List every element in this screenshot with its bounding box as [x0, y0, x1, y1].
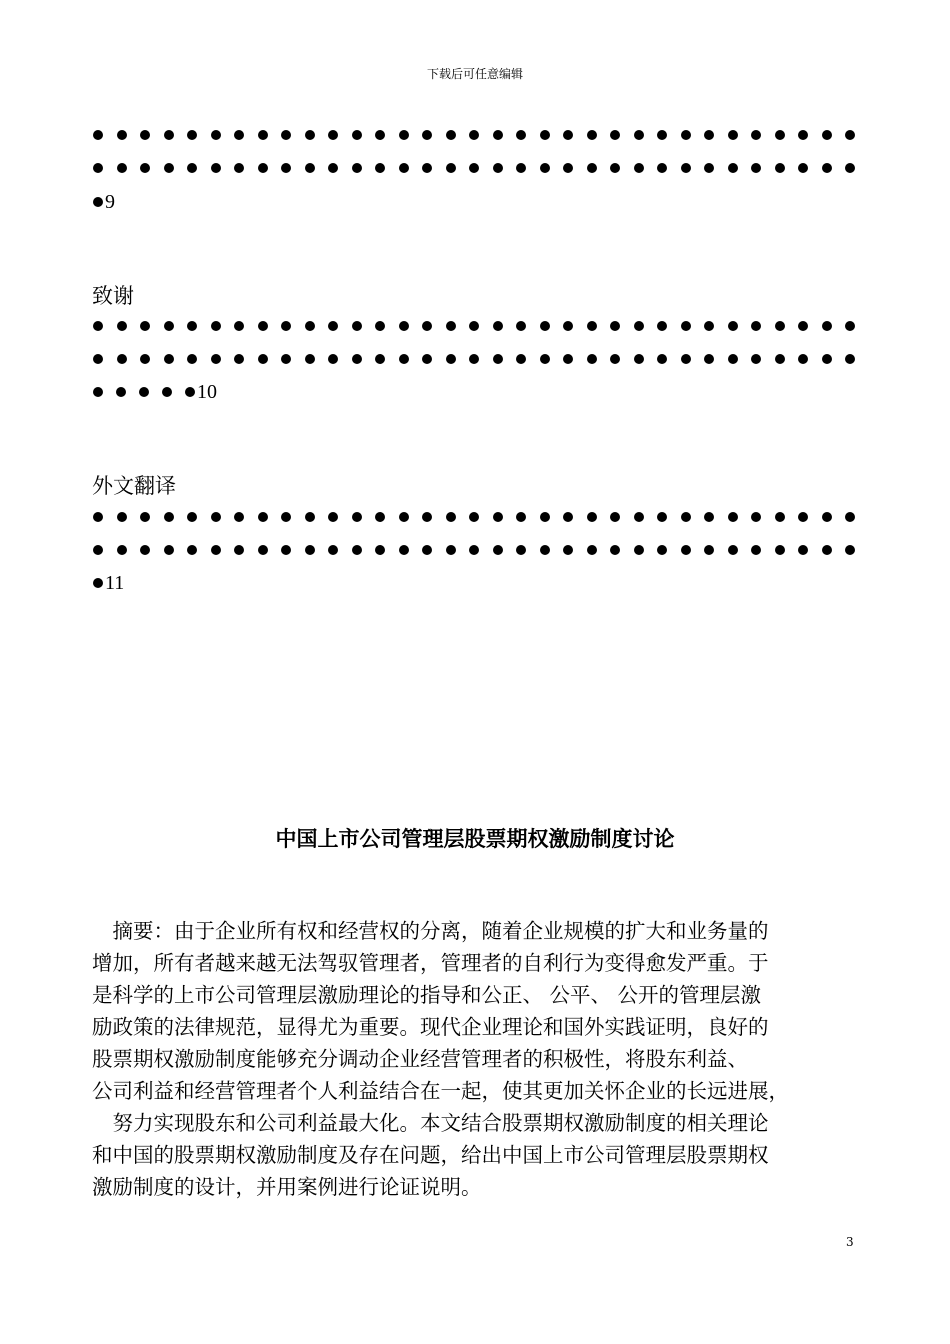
leader-dot [140, 163, 150, 173]
leader-dot [93, 545, 103, 555]
leader-dot [493, 163, 503, 173]
leader-dot [211, 512, 221, 522]
leader-dot [587, 512, 597, 522]
abstract-line: 增加，所有者越来越无法驾驭管理者，管理者的自利行为变得愈发严重。于 [92, 951, 769, 975]
page-header: 下载后可任意编辑 [426, 67, 523, 81]
leader-dot [516, 545, 526, 555]
leader-dot [728, 130, 738, 140]
leader-dot [681, 321, 691, 331]
leader-dot [116, 387, 126, 397]
leader-dot [728, 163, 738, 173]
toc-heading: 外文翻译 [92, 474, 176, 498]
leader-dot [352, 354, 362, 364]
leader-dot [540, 163, 550, 173]
toc-leader-tail [93, 571, 855, 595]
leader-dot [211, 130, 221, 140]
leader-dot [587, 321, 597, 331]
leader-dot [775, 545, 785, 555]
leader-dot [187, 321, 197, 331]
leader-dot [164, 163, 174, 173]
leader-dot [634, 545, 644, 555]
leader-dot [704, 163, 714, 173]
leader-dot [681, 163, 691, 173]
leader-dot [728, 545, 738, 555]
leader-dot [93, 387, 103, 397]
leader-dot [399, 354, 409, 364]
leader-dot [775, 512, 785, 522]
abstract-line: 激励制度的设计，并用案例进行论证说明。 [92, 1175, 482, 1199]
leader-dot [446, 163, 456, 173]
leader-dot [516, 354, 526, 364]
leader-dot [258, 545, 268, 555]
leader-dot [352, 321, 362, 331]
leader-dot [328, 321, 338, 331]
leader-dot [140, 130, 150, 140]
leader-dot [446, 512, 456, 522]
leader-dot [704, 321, 714, 331]
leader-dot [305, 512, 315, 522]
leader-dot [845, 163, 855, 173]
leader-dot [469, 354, 479, 364]
leader-dot [187, 163, 197, 173]
page-number: 3 [846, 1235, 854, 1249]
leader-dot [540, 545, 550, 555]
leader-dot [211, 354, 221, 364]
leader-dot [563, 163, 573, 173]
leader-dot [281, 512, 291, 522]
leader-dot [516, 512, 526, 522]
leader-dot [140, 321, 150, 331]
leader-dot [469, 545, 479, 555]
leader-dot [540, 354, 550, 364]
leader-dot [587, 354, 597, 364]
leader-dot [563, 321, 573, 331]
leader-dot [798, 321, 808, 331]
leader-dot [258, 163, 268, 173]
leader-dot [775, 163, 785, 173]
leader-dot [728, 512, 738, 522]
leader-dot [822, 512, 832, 522]
leader-dot [681, 130, 691, 140]
leader-dot [446, 545, 456, 555]
leader-dot [234, 354, 244, 364]
leader-dot [587, 545, 597, 555]
leader-dot [164, 545, 174, 555]
leader-dot [845, 512, 855, 522]
leader-dot [798, 545, 808, 555]
leader-dot [610, 545, 620, 555]
leader-dot [704, 130, 714, 140]
leader-dot [375, 512, 385, 522]
leader-dot [328, 130, 338, 140]
leader-dot [845, 354, 855, 364]
leader-dot [845, 130, 855, 140]
leader-dot [610, 130, 620, 140]
leader-dot [117, 354, 127, 364]
leader-dot [281, 354, 291, 364]
leader-dot [493, 321, 503, 331]
leader-dot [258, 354, 268, 364]
leader-dot [281, 163, 291, 173]
leader-dot [117, 163, 127, 173]
leader-dot [352, 545, 362, 555]
leader-dot [162, 387, 172, 397]
toc-page-number: 11 [105, 572, 125, 594]
leader-dot [187, 545, 197, 555]
leader-dot [422, 545, 432, 555]
leader-dot [563, 130, 573, 140]
leader-dot [446, 130, 456, 140]
leader-dot [375, 354, 385, 364]
leader-dot [681, 545, 691, 555]
leader-dot [446, 354, 456, 364]
leader-dot [516, 163, 526, 173]
leader-dot [422, 130, 432, 140]
leader-dot [328, 545, 338, 555]
leader-dot [657, 163, 667, 173]
leader-dot [187, 354, 197, 364]
leader-dot [540, 130, 550, 140]
leader-dot [657, 545, 667, 555]
leader-dot [117, 130, 127, 140]
leader-dot [187, 512, 197, 522]
leader-dot [375, 545, 385, 555]
leader-dot [469, 130, 479, 140]
leader-dot [258, 130, 268, 140]
toc-leader-row [93, 505, 855, 529]
leader-dot [775, 321, 785, 331]
leader-dot [117, 545, 127, 555]
leader-dot [399, 321, 409, 331]
leader-dot [234, 512, 244, 522]
leader-dot [305, 321, 315, 331]
leader-dot [845, 545, 855, 555]
leader-dot [234, 130, 244, 140]
leader-dot [93, 321, 103, 331]
leader-dot [185, 387, 195, 397]
toc-heading: 致谢 [92, 284, 134, 308]
leader-dot [139, 387, 149, 397]
leader-dot [587, 163, 597, 173]
leader-dot [775, 130, 785, 140]
leader-dot [493, 130, 503, 140]
leader-dot [681, 354, 691, 364]
toc-page-number: 9 [105, 191, 115, 213]
leader-dot [728, 354, 738, 364]
toc-leader-row [93, 156, 855, 180]
leader-dot [422, 163, 432, 173]
leader-dot [751, 163, 761, 173]
leader-dot [422, 512, 432, 522]
abstract-line: 是科学的上市公司管理层激励理论的指导和公正、 公平、 公开的管理层激 [92, 983, 762, 1007]
toc-leader-row [93, 314, 855, 338]
abstract-line: 公司利益和经营管理者个人利益结合在一起，使其更加关怀企业的长远进展， [92, 1079, 789, 1103]
leader-dot [375, 163, 385, 173]
leader-dot [93, 197, 103, 207]
abstract-line: 股票期权激励制度能够充分调动企业经营管理者的积极性，将股东利益、 [92, 1047, 748, 1071]
leader-dot [493, 512, 503, 522]
leader-dot [563, 545, 573, 555]
leader-dot [540, 321, 550, 331]
leader-dot [845, 321, 855, 331]
leader-dot [704, 354, 714, 364]
toc-leader-tail [93, 190, 855, 214]
toc-leader-tail [93, 380, 855, 404]
leader-dot [93, 578, 103, 588]
leader-dot [563, 354, 573, 364]
leader-dot [587, 130, 597, 140]
leader-dot [305, 354, 315, 364]
leader-dot [422, 321, 432, 331]
leader-dot [211, 321, 221, 331]
leader-dot [352, 512, 362, 522]
leader-dot [328, 512, 338, 522]
leader-dot [211, 545, 221, 555]
leader-dot [657, 512, 667, 522]
leader-dot [728, 321, 738, 331]
leader-dot [352, 163, 362, 173]
leader-dot [751, 130, 761, 140]
leader-dot [281, 321, 291, 331]
leader-dot [822, 163, 832, 173]
abstract-line: 和中国的股票期权激励制度及存在问题，给出中国上市公司管理层股票期权 [92, 1143, 769, 1167]
leader-dot [657, 130, 667, 140]
leader-dot [140, 545, 150, 555]
leader-dot [610, 163, 620, 173]
leader-dot [751, 354, 761, 364]
leader-dot [704, 512, 714, 522]
leader-dot [234, 545, 244, 555]
leader-dot [610, 321, 620, 331]
leader-dot [399, 545, 409, 555]
leader-dot [399, 163, 409, 173]
leader-dot [140, 354, 150, 364]
leader-dot [610, 354, 620, 364]
leader-dot [704, 545, 714, 555]
leader-dot [493, 354, 503, 364]
leader-dot [634, 512, 644, 522]
leader-dot [305, 130, 315, 140]
leader-dot [422, 354, 432, 364]
leader-dot [281, 130, 291, 140]
leader-dot [187, 130, 197, 140]
leader-dot [751, 512, 761, 522]
leader-dot [305, 545, 315, 555]
leader-dot [164, 512, 174, 522]
leader-dot [751, 545, 761, 555]
leader-dot [328, 163, 338, 173]
leader-dot [657, 321, 667, 331]
leader-dot [93, 130, 103, 140]
toc-leader-row [93, 347, 855, 371]
leader-dot [375, 321, 385, 331]
leader-dot [140, 512, 150, 522]
leader-dot [469, 321, 479, 331]
leader-dot [634, 354, 644, 364]
leader-dot [469, 512, 479, 522]
leader-dot [681, 512, 691, 522]
leader-dot [798, 354, 808, 364]
leader-dot [798, 130, 808, 140]
leader-dot [822, 354, 832, 364]
abstract-paragraph [92, 915, 860, 1203]
leader-dot [822, 545, 832, 555]
leader-dot [375, 130, 385, 140]
leader-dot [634, 163, 644, 173]
leader-dot [399, 512, 409, 522]
leader-dot [328, 354, 338, 364]
leader-dot [164, 354, 174, 364]
leader-dot [516, 130, 526, 140]
leader-dot [234, 321, 244, 331]
toc-leader-row [93, 538, 855, 562]
leader-dot [93, 163, 103, 173]
leader-dot [258, 512, 268, 522]
leader-dot [211, 163, 221, 173]
leader-dot [493, 545, 503, 555]
leader-dot [164, 321, 174, 331]
leader-dot [446, 321, 456, 331]
leader-dot [469, 163, 479, 173]
leader-dot [399, 130, 409, 140]
leader-dot [775, 354, 785, 364]
toc-leader-row [93, 123, 855, 147]
leader-dot [164, 130, 174, 140]
abstract-line: 励政策的法律规范，显得尤为重要。现代企业理论和国外实践证明，良好的 [92, 1015, 769, 1039]
leader-dot [751, 321, 761, 331]
leader-dot [610, 512, 620, 522]
article-title: 中国上市公司管理层股票期权激励制度讨论 [275, 827, 675, 851]
leader-dot [798, 163, 808, 173]
leader-dot [516, 321, 526, 331]
leader-dot [281, 545, 291, 555]
leader-dot [305, 163, 315, 173]
toc-page-number: 10 [197, 381, 217, 403]
leader-dot [540, 512, 550, 522]
leader-dot [634, 130, 644, 140]
leader-dot [352, 130, 362, 140]
leader-dot [822, 130, 832, 140]
leader-dot [657, 354, 667, 364]
abstract-line: 努力实现股东和公司利益最大化。本文结合股票期权激励制度的相关理论 [92, 1111, 769, 1135]
leader-dot [93, 512, 103, 522]
leader-dot [634, 321, 644, 331]
leader-dot [563, 512, 573, 522]
leader-dot [117, 321, 127, 331]
leader-dot [93, 354, 103, 364]
leader-dot [822, 321, 832, 331]
leader-dot [798, 512, 808, 522]
leader-dot [117, 512, 127, 522]
leader-dot [258, 321, 268, 331]
abstract-line: 摘要：由于企业所有权和经营权的分离，随着企业规模的扩大和业务量的 [92, 919, 769, 943]
leader-dot [234, 163, 244, 173]
